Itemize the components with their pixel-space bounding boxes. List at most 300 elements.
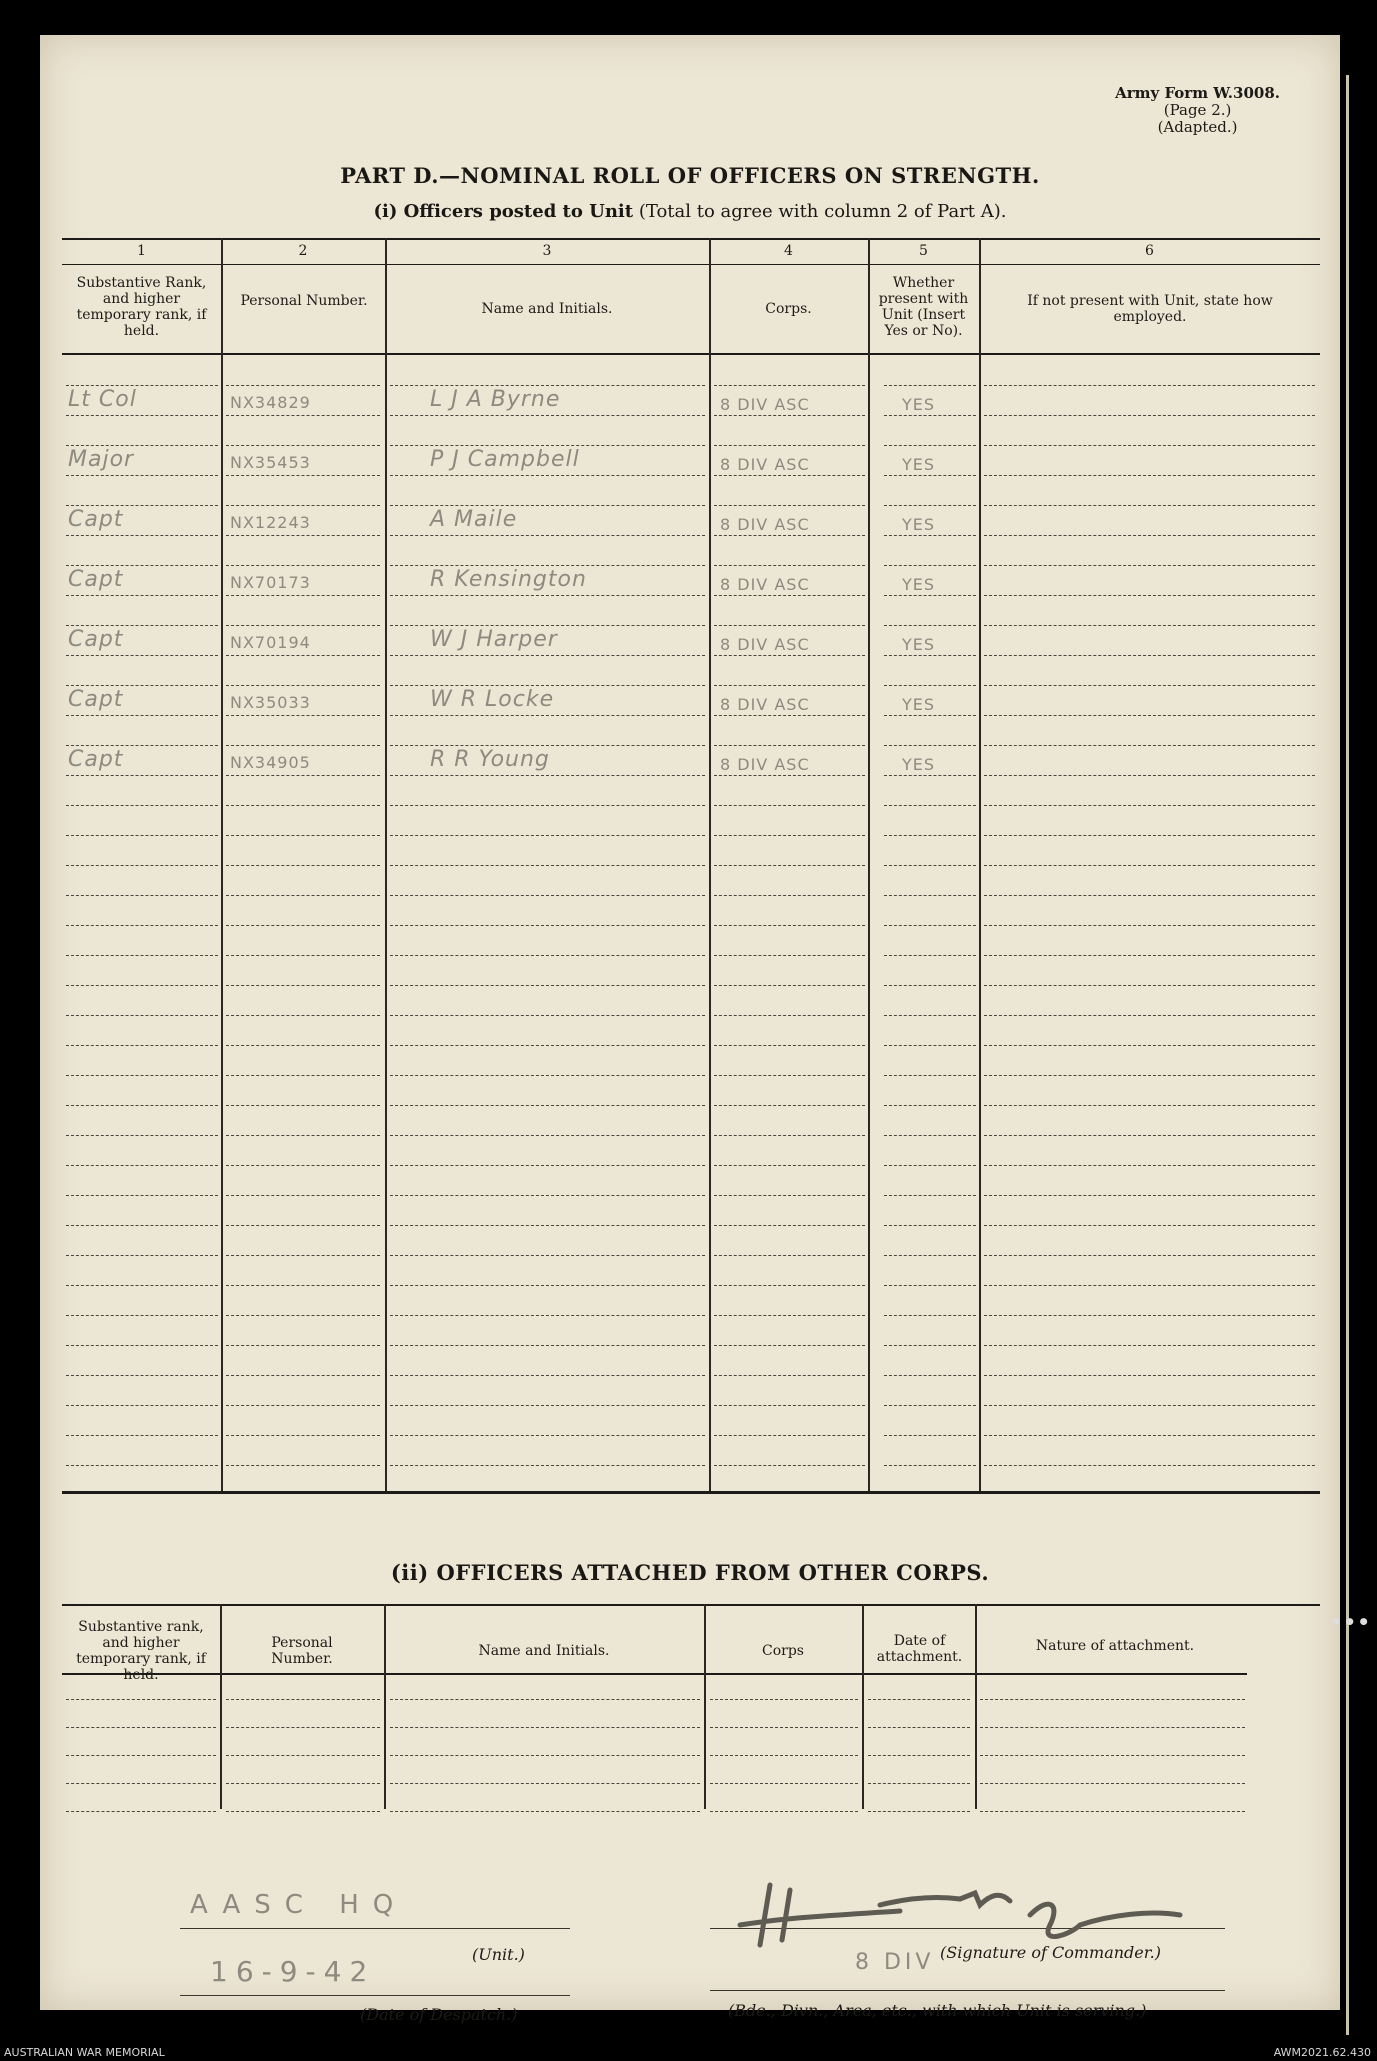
ruled-line: [984, 505, 1315, 506]
cell-name: R R Young: [430, 747, 550, 772]
cell-name: W J Harper: [430, 627, 558, 652]
ruled-line: [226, 865, 380, 866]
ruled-line: [984, 745, 1315, 746]
ruled-line: [884, 415, 976, 416]
section-ii-title: (ii) OFFICERS ATTACHED FROM OTHER CORPS.: [390, 1560, 990, 1585]
commander-signature: [730, 1865, 1220, 1955]
ruled-line: [884, 1165, 976, 1166]
ruled-line: [66, 895, 218, 896]
ruled-line: [714, 955, 865, 956]
ruled-line: [884, 1315, 976, 1316]
ruled-line: [984, 925, 1315, 926]
ruled-line: [66, 805, 218, 806]
col-divider-5: [979, 238, 981, 1491]
ruled-line: [714, 1075, 865, 1076]
ruled-line: [66, 1255, 218, 1256]
form-page: [40, 35, 1340, 2024]
t2-col-divider-3: [704, 1604, 706, 1809]
cell-present: YES: [902, 455, 936, 474]
ruled-line: [390, 1783, 700, 1784]
cell-present: YES: [902, 635, 936, 654]
ruled-line: [714, 565, 865, 566]
ruled-line: [390, 1165, 705, 1166]
ruled-line: [714, 1225, 865, 1226]
cell-corps: 8 DIV ASC: [720, 755, 810, 774]
ruled-line: [714, 1255, 865, 1256]
cell-corps: 8 DIV ASC: [720, 635, 810, 654]
col-number-2: 2: [298, 243, 308, 259]
ruled-line: [884, 1105, 976, 1106]
ruled-line: [66, 1405, 218, 1406]
cell-number: NX70173: [230, 573, 311, 592]
ruled-line: [984, 565, 1315, 566]
ruled-line: [226, 1255, 380, 1256]
ruled-line: [714, 745, 865, 746]
ruled-line: [714, 385, 865, 386]
ruled-line: [710, 1783, 858, 1784]
ruled-line: [226, 1727, 380, 1728]
ruled-line: [390, 1015, 705, 1016]
ruled-line: [710, 1811, 858, 1812]
cell-rank: Capt: [68, 567, 124, 592]
ruled-line: [66, 835, 218, 836]
form-page-number: (Page 2.): [1163, 101, 1232, 119]
ruled-line: [390, 625, 705, 626]
ruled-line: [390, 595, 705, 596]
formation-label: (Bde., Divn., Area, etc., with which Unit is serving.): [728, 2001, 1147, 2020]
ruled-line: [390, 565, 705, 566]
ruled-line: [226, 1465, 380, 1466]
ruled-line: [390, 1195, 705, 1196]
ruled-line: [714, 1285, 865, 1286]
ruled-line: [66, 415, 218, 416]
ruled-line: [66, 1783, 216, 1784]
t2-header-name: Name and Initials.: [478, 1643, 610, 1659]
ruled-line: [390, 715, 705, 716]
ruled-line: [226, 1345, 380, 1346]
ruled-line: [980, 1755, 1245, 1756]
ruled-line: [884, 685, 976, 686]
date-label: (Date of Despatch.): [360, 2005, 518, 2024]
colnum-rule: [62, 264, 1320, 265]
ruled-line: [868, 1727, 970, 1728]
ruled-line: [714, 1435, 865, 1436]
ruled-line: [710, 1699, 858, 1700]
ruled-line: [66, 475, 218, 476]
ruled-line: [390, 1075, 705, 1076]
ruled-line: [66, 1165, 218, 1166]
subtitle-rest: (Total to agree with column 2 of Part A).: [638, 201, 1007, 222]
ruled-line: [714, 805, 865, 806]
ruled-line: [984, 1345, 1315, 1346]
ruled-line: [390, 745, 705, 746]
ruled-line: [226, 625, 380, 626]
t2-header-nature: Nature of attachment.: [1035, 1638, 1195, 1654]
ruled-line: [884, 925, 976, 926]
col-divider-3: [709, 238, 711, 1491]
ruled-line: [390, 655, 705, 656]
ruled-line: [226, 595, 380, 596]
form-adapted-note: (Adapted.): [1157, 118, 1238, 136]
ruled-line: [390, 1285, 705, 1286]
section-subtitle: [40, 201, 1340, 222]
header-rank: Substantive Rank, and higher temporary rank, if held.: [76, 275, 207, 339]
ruled-line: [884, 1405, 976, 1406]
ruled-line: [884, 1225, 976, 1226]
ruled-line: [984, 535, 1315, 536]
cell-number: NX34905: [230, 753, 311, 772]
ruled-line: [66, 595, 218, 596]
ruled-line: [714, 1015, 865, 1016]
ruled-line: [984, 415, 1315, 416]
ruled-line: [390, 1375, 705, 1376]
ruled-line: [984, 1285, 1315, 1286]
ruled-line: [884, 1075, 976, 1076]
ruled-line: [984, 865, 1315, 866]
ruled-line: [714, 1165, 865, 1166]
ruled-line: [884, 1345, 976, 1346]
ruled-line: [984, 1255, 1315, 1256]
ruled-line: [980, 1811, 1245, 1812]
ruled-line: [714, 415, 865, 416]
cell-rank: Capt: [68, 687, 124, 712]
ruled-line: [226, 1105, 380, 1106]
ruled-line: [884, 445, 976, 446]
ruled-line: [884, 1375, 976, 1376]
ruled-line: [980, 1699, 1245, 1700]
ruled-line: [66, 385, 218, 386]
ruled-line: [984, 1015, 1315, 1016]
ruled-line: [66, 955, 218, 956]
ruled-line: [884, 745, 976, 746]
margin-dots: •••: [1329, 1610, 1371, 1634]
ruled-line: [984, 805, 1315, 806]
ruled-line: [226, 385, 380, 386]
ruled-line: [226, 1075, 380, 1076]
ruled-line: [714, 595, 865, 596]
t2-col-divider-5: [975, 1604, 977, 1809]
ruled-line: [66, 1225, 218, 1226]
ruled-line: [66, 715, 218, 716]
header-bottom-rule: [62, 353, 1320, 355]
ruled-line: [884, 805, 976, 806]
ruled-line: [884, 775, 976, 776]
ruled-line: [984, 475, 1315, 476]
ruled-line: [66, 1699, 216, 1700]
ruled-line: [868, 1699, 970, 1700]
ruled-line: [390, 445, 705, 446]
signature-label: (Signature of Commander.): [940, 1943, 1161, 1962]
ruled-line: [66, 535, 218, 536]
col-number-6: 6: [1145, 243, 1154, 259]
ruled-line: [226, 985, 380, 986]
cell-present: YES: [902, 755, 936, 774]
ruled-line: [226, 475, 380, 476]
ruled-line: [390, 1345, 705, 1346]
ruled-line: [66, 1435, 218, 1436]
ruled-line: [714, 1195, 865, 1196]
table2-header-rule: [62, 1673, 1247, 1675]
cell-number: NX35453: [230, 453, 311, 472]
cell-number: NX35033: [230, 693, 311, 712]
ruled-line: [868, 1811, 970, 1812]
ruled-line: [714, 475, 865, 476]
cell-name: P J Campbell: [430, 447, 580, 472]
ruled-line: [884, 1435, 976, 1436]
ruled-line: [226, 415, 380, 416]
col-number-5: 5: [919, 243, 928, 259]
ruled-line: [390, 775, 705, 776]
ruled-line: [66, 655, 218, 656]
ruled-line: [884, 955, 976, 956]
ruled-line: [226, 1165, 380, 1166]
cell-name: R Kensington: [430, 567, 587, 592]
cell-rank: Capt: [68, 627, 124, 652]
ruled-line: [714, 925, 865, 926]
ruled-line: [884, 625, 976, 626]
ruled-line: [884, 475, 976, 476]
t2-col-divider-4: [862, 1604, 864, 1809]
ruled-line: [714, 1315, 865, 1316]
col-number-1: 1: [137, 243, 146, 259]
ruled-line: [226, 1315, 380, 1316]
ruled-line: [884, 535, 976, 536]
ruled-line: [390, 505, 705, 506]
ruled-line: [714, 835, 865, 836]
header-name: Name and Initials.: [481, 301, 613, 317]
ruled-line: [984, 1465, 1315, 1466]
ruled-line: [984, 1195, 1315, 1196]
ruled-line: [66, 1285, 218, 1286]
ruled-line: [884, 1045, 976, 1046]
ruled-line: [226, 715, 380, 716]
ruled-line: [714, 535, 865, 536]
ruled-line: [226, 1435, 380, 1436]
ruled-line: [714, 775, 865, 776]
cell-present: YES: [902, 575, 936, 594]
ruled-line: [868, 1783, 970, 1784]
ruled-line: [226, 505, 380, 506]
cell-number: NX70194: [230, 633, 311, 652]
ruled-line: [884, 1255, 976, 1256]
col-divider-1: [221, 238, 223, 1491]
ruled-line: [714, 625, 865, 626]
cell-present: YES: [902, 395, 936, 414]
ruled-line: [714, 1405, 865, 1406]
ruled-line: [984, 685, 1315, 686]
ruled-line: [226, 1045, 380, 1046]
ruled-line: [66, 1811, 216, 1812]
cell-corps: 8 DIV ASC: [720, 695, 810, 714]
ruled-line: [226, 1285, 380, 1286]
ruled-line: [66, 865, 218, 866]
ruled-line: [226, 685, 380, 686]
ruled-line: [984, 1405, 1315, 1406]
ruled-line: [226, 1783, 380, 1784]
ruled-line: [884, 1015, 976, 1016]
ruled-line: [226, 1225, 380, 1226]
ruled-line: [714, 895, 865, 896]
unit-line: [180, 1928, 570, 1929]
date-line: [180, 1995, 570, 1996]
ruled-line: [390, 865, 705, 866]
ruled-line: [226, 565, 380, 566]
cell-name: A Maile: [430, 507, 518, 532]
ruled-line: [714, 865, 865, 866]
ruled-line: [884, 1195, 976, 1196]
ruled-line: [884, 835, 976, 836]
form-number: Army Form W.3008.: [1115, 84, 1280, 102]
ruled-line: [984, 715, 1315, 716]
ruled-line: [390, 1755, 700, 1756]
ruled-line: [714, 1465, 865, 1466]
ruled-line: [390, 1135, 705, 1136]
ruled-line: [884, 865, 976, 866]
ruled-line: [390, 925, 705, 926]
table-bottom-rule: [62, 1491, 1320, 1494]
ruled-line: [984, 1045, 1315, 1046]
cell-rank: Major: [68, 447, 135, 472]
cell-present: YES: [902, 515, 936, 534]
ruled-line: [390, 1727, 700, 1728]
ruled-line: [66, 1345, 218, 1346]
ruled-line: [984, 1315, 1315, 1316]
ruled-line: [710, 1727, 858, 1728]
table2-top-rule: [62, 1604, 1320, 1606]
ruled-line: [226, 1405, 380, 1406]
date-value: 16-9-42: [210, 1955, 376, 1988]
ruled-line: [884, 655, 976, 656]
ruled-line: [710, 1755, 858, 1756]
ruled-line: [390, 535, 705, 536]
subtitle-bold: (i) Officers posted to Unit: [373, 201, 634, 222]
ruled-line: [714, 1045, 865, 1046]
ruled-line: [390, 385, 705, 386]
col-divider-4: [868, 238, 870, 1491]
cell-present: YES: [902, 695, 936, 714]
cell-name: L J A Byrne: [430, 387, 561, 412]
ruled-line: [226, 895, 380, 896]
ruled-line: [714, 505, 865, 506]
t2-col-divider-1: [220, 1604, 222, 1809]
ruled-line: [66, 1375, 218, 1376]
cell-rank: Lt Col: [68, 387, 137, 412]
ruled-line: [390, 1045, 705, 1046]
cell-corps: 8 DIV ASC: [720, 455, 810, 474]
col-divider-2: [385, 238, 387, 1491]
ruled-line: [714, 655, 865, 656]
ruled-line: [66, 1075, 218, 1076]
ruled-line: [390, 1465, 705, 1466]
ruled-line: [66, 1727, 216, 1728]
ruled-line: [884, 595, 976, 596]
ruled-line: [390, 685, 705, 686]
unit-label: (Unit.): [472, 1945, 525, 1964]
ruled-line: [226, 655, 380, 656]
ruled-line: [884, 1285, 976, 1286]
ruled-line: [984, 655, 1315, 656]
header-present: Whether present with Unit (Insert Yes or No).: [878, 275, 969, 339]
footer-left: AUSTRALIAN WAR MEMORIAL: [4, 2046, 165, 2059]
ruled-line: [714, 1135, 865, 1136]
ruled-line: [226, 1135, 380, 1136]
header-personal-number: Personal Number.: [240, 293, 368, 309]
table-top-rule: [62, 238, 1320, 240]
ruled-line: [226, 1195, 380, 1196]
ruled-line: [390, 415, 705, 416]
ruled-line: [884, 985, 976, 986]
ruled-line: [66, 985, 218, 986]
cell-rank: Capt: [68, 747, 124, 772]
ruled-line: [66, 1135, 218, 1136]
header-how-employed: If not present with Unit, state how employed.: [1027, 293, 1273, 325]
ruled-line: [884, 1135, 976, 1136]
ruled-line: [66, 1015, 218, 1016]
formation-value: 8 DIV: [855, 1950, 935, 1975]
t2-header-rank: Substantive rank, and higher temporary rank, if held.: [76, 1619, 206, 1683]
ruled-line: [390, 1315, 705, 1316]
ruled-line: [226, 1375, 380, 1376]
ruled-line: [66, 1315, 218, 1316]
ruled-line: [390, 1435, 705, 1436]
cell-corps: 8 DIV ASC: [720, 395, 810, 414]
cell-corps: 8 DIV ASC: [720, 575, 810, 594]
ruled-line: [714, 715, 865, 716]
cell-rank: Capt: [68, 507, 124, 532]
formation-line: [710, 1990, 1225, 1991]
col-number-3: 3: [542, 243, 552, 259]
ruled-line: [984, 835, 1315, 836]
cell-number: NX34829: [230, 393, 311, 412]
ruled-line: [66, 1195, 218, 1196]
ruled-line: [884, 715, 976, 716]
ruled-line: [66, 745, 218, 746]
ruled-line: [390, 475, 705, 476]
ruled-line: [66, 1045, 218, 1046]
ruled-line: [226, 805, 380, 806]
cell-corps: 8 DIV ASC: [720, 515, 810, 534]
ruled-line: [884, 565, 976, 566]
ruled-line: [226, 925, 380, 926]
ruled-line: [884, 505, 976, 506]
ruled-line: [984, 385, 1315, 386]
ruled-line: [226, 745, 380, 746]
ruled-line: [226, 835, 380, 836]
ruled-line: [66, 1105, 218, 1106]
ruled-line: [226, 775, 380, 776]
ruled-line: [984, 985, 1315, 986]
ruled-line: [226, 1755, 380, 1756]
ruled-line: [390, 955, 705, 956]
cell-number: NX12243: [230, 513, 311, 532]
ruled-line: [984, 775, 1315, 776]
unit-value: AASC HQ: [190, 1890, 408, 1920]
ruled-line: [66, 1465, 218, 1466]
header-corps: Corps.: [765, 301, 812, 317]
form-reference: [1115, 85, 1280, 136]
ruled-line: [390, 1699, 700, 1700]
ruled-line: [984, 625, 1315, 626]
ruled-line: [984, 1135, 1315, 1136]
ruled-line: [714, 985, 865, 986]
page-edge: [1346, 75, 1349, 2035]
ruled-line: [66, 445, 218, 446]
ruled-line: [66, 625, 218, 626]
ruled-line: [984, 595, 1315, 596]
ruled-line: [390, 1225, 705, 1226]
ruled-line: [714, 1345, 865, 1346]
ruled-line: [226, 1699, 380, 1700]
